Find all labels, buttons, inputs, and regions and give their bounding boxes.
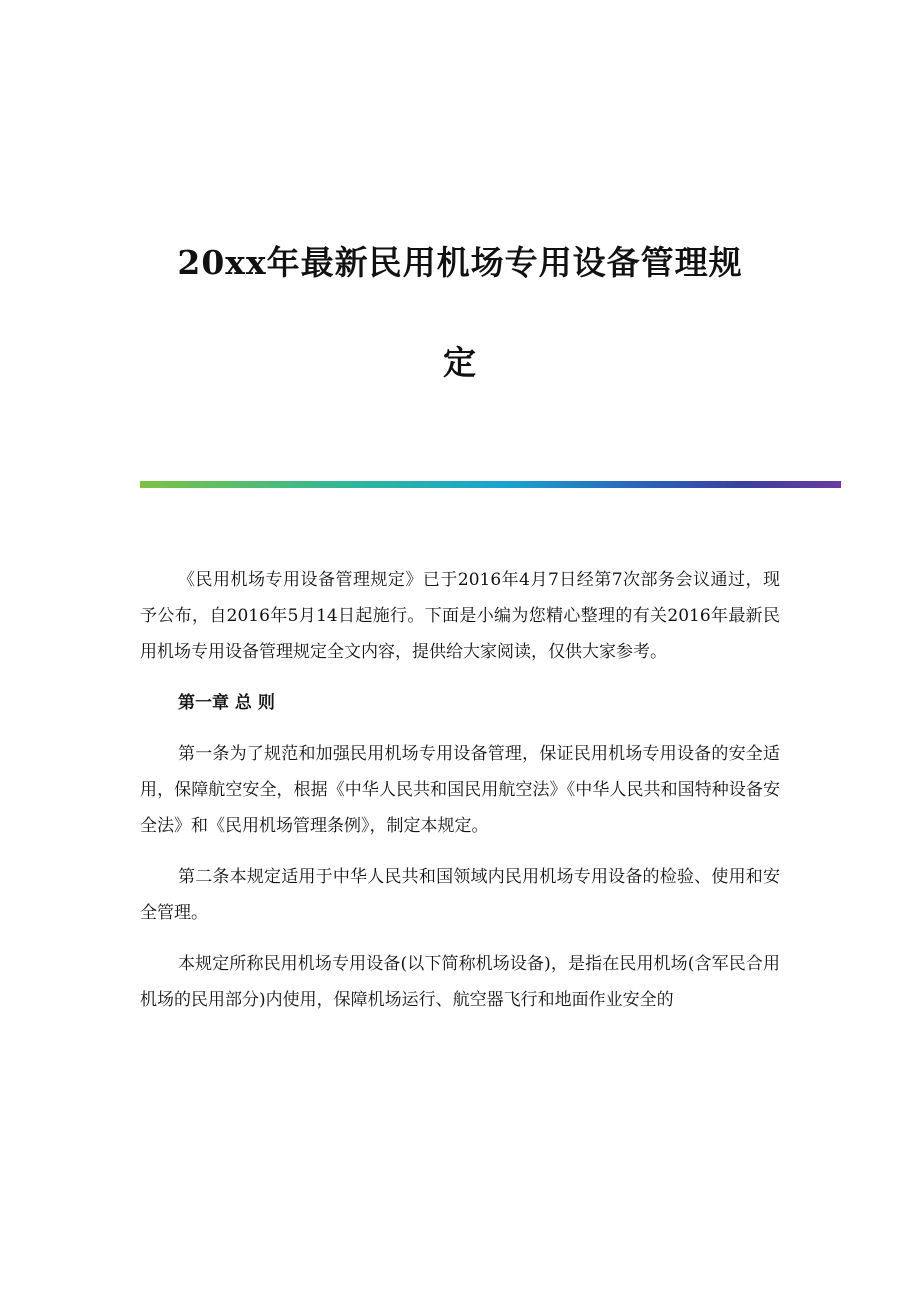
- article-2-paragraph: 第二条本规定适用于中华人民共和国领域内民用机场专用设备的检验、使用和安全管理。: [140, 867, 780, 923]
- document-body: [140, 562, 780, 1033]
- article-1-paragraph: 第一条为了规范和加强民用机场专用设备管理，保证民用机场专用设备的安全适用，保障航空安全，根据《中华人民共和国民用航空法》《中华人民共和国特种设备安全法》和《民用机场管理条例》，制定本规定。: [140, 744, 780, 836]
- chapter-heading: 第一章 总 则: [178, 693, 275, 713]
- title-line-1: 20xx年最新民用机场专用设备管理规: [177, 243, 743, 282]
- article-3-paragraph: 本规定所称民用机场专用设备(以下简称机场设备)，是指在民用机场(含军民合用机场的民用部分)内使用，保障机场运行、航空器飞行和地面作业安全的: [140, 954, 780, 1010]
- document-title: [140, 213, 780, 413]
- title-line-2: 定: [443, 343, 477, 382]
- intro-paragraph: 《民用机场专用设备管理规定》已于2016年4月7日经第7次部务会议通过，现予公布，自2016年5月14日起施行。下面是小编为您精心整理的有关2016年最新民用机场专用设备管理规定全文内容，提供给大家阅读，仅供大家参考。: [140, 570, 780, 662]
- gradient-divider: [140, 481, 841, 488]
